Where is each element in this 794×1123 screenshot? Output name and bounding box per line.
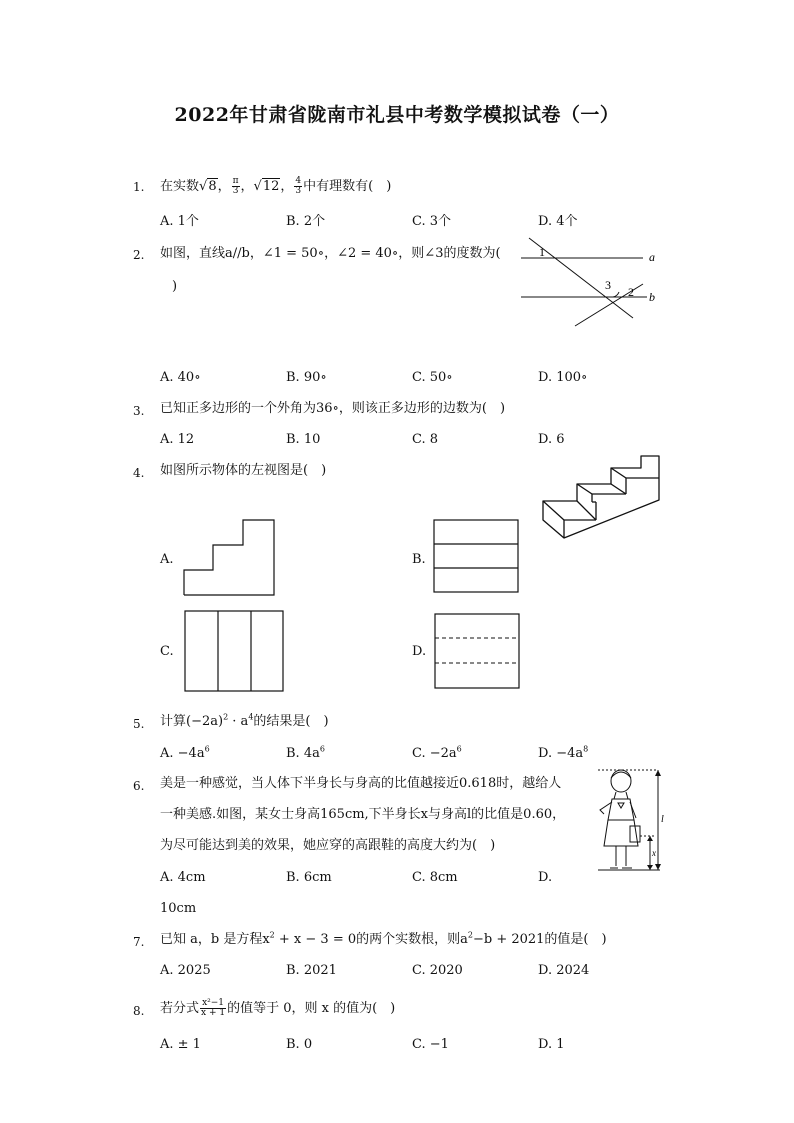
- q3-option-d[interactable]: D. 6: [538, 432, 565, 447]
- q4-option-d-label[interactable]: D.: [412, 644, 427, 659]
- q6-number: 6.: [133, 779, 145, 793]
- q1-radical-8: 8: [208, 179, 217, 194]
- q6-option-b[interactable]: B. 6cm: [286, 870, 332, 885]
- q4-option-c-figure[interactable]: [183, 609, 287, 695]
- angle-1-label: 1: [539, 245, 545, 259]
- q8-option-c[interactable]: C. −1: [412, 1037, 449, 1052]
- arrow-down-icon: [655, 864, 661, 870]
- q1-option-a[interactable]: A. 1个: [160, 214, 199, 229]
- q3-option-a[interactable]: A. 12: [160, 432, 195, 447]
- q2-option-c[interactable]: C. 50∘: [412, 370, 453, 385]
- q6-option-d[interactable]: D.: [538, 870, 553, 885]
- q2-option-a[interactable]: A. 40∘: [160, 370, 201, 385]
- q5-stem: 计算$(-2a)^2 \cdot a^4$的结果是( ): [160, 712, 329, 729]
- q1-option-d[interactable]: D. 4个: [538, 214, 578, 229]
- q3-option-b[interactable]: B. 10: [286, 432, 321, 447]
- q4-staircase-3d-figure: [540, 454, 670, 540]
- angle-3-label: 3: [605, 278, 611, 292]
- q7-number: 7.: [133, 935, 145, 949]
- q1-fraction-pi-3: $\frac{\pi}{3}$: [232, 176, 239, 196]
- q6-stem-line1: 美是一种感觉，当人体下半身长与身高的比值越接近0.618时，越给人: [160, 776, 562, 791]
- q7-stem: 已知 a，b 是方程$x^2 + x - 3 = 0$的两个实数根，则$a^2-b + 2021$的值是( ): [160, 930, 607, 947]
- q4-option-a-figure[interactable]: [181, 518, 277, 598]
- q4-option-a-label[interactable]: A.: [160, 552, 174, 567]
- q1-fraction-4-3: $\frac{4}{3}$: [295, 176, 302, 196]
- q7-option-b[interactable]: B. 2021: [286, 963, 337, 978]
- q3-number: 3.: [133, 404, 145, 418]
- q1-number: 1.: [133, 180, 145, 194]
- q4-option-b-figure[interactable]: [432, 518, 522, 596]
- q1-option-b[interactable]: B. 2个: [286, 214, 326, 229]
- lower-body-x-label: x: [652, 848, 656, 858]
- line-b-label: b: [649, 290, 655, 304]
- q8-number: 8.: [133, 1004, 145, 1018]
- q6-stem-line3: 为尽可能达到美的效果，她应穿的高跟鞋的高度大约为( ): [160, 838, 496, 853]
- height-l-label: l: [661, 814, 664, 825]
- q4-stem: 如图所示物体的左视图是( ): [160, 463, 327, 478]
- q8-option-d[interactable]: D. 1: [538, 1037, 565, 1052]
- page-title: 2022年甘肃省陇南市礼县中考数学模拟试卷（一）: [174, 104, 620, 126]
- q4-option-d-figure[interactable]: [433, 612, 523, 692]
- q2-option-d[interactable]: D. 100∘: [538, 370, 588, 385]
- arrow-up-icon: [647, 836, 653, 841]
- q4-option-b-label[interactable]: B.: [412, 552, 426, 567]
- q7-option-d[interactable]: D. 2024: [538, 963, 590, 978]
- q8-fraction: $\frac{\text{x²−1}}{x + 1}$: [201, 998, 226, 1018]
- angle-arc: [613, 292, 619, 297]
- q8-option-a[interactable]: A. ± 1: [160, 1037, 201, 1052]
- q1-radical-12: 12: [262, 179, 280, 194]
- q2-number: 2.: [133, 248, 145, 262]
- q2-stem-line2: ): [172, 279, 178, 294]
- q5-option-a[interactable]: A. $-4a^6$: [160, 744, 210, 761]
- q2-stem-line1: 如图，直线a//b，∠1 = 50∘，∠2 = 40∘，则∠3的度数为(: [160, 246, 501, 261]
- q4-option-c-label[interactable]: C.: [160, 644, 174, 659]
- q6-option-c[interactable]: C. 8cm: [412, 870, 458, 885]
- q6-stem-line2: 一种美感.如图，某女士身高165cm,下半身长x与身高l的比值是0.60，: [160, 807, 566, 822]
- line-a-label: a: [649, 250, 655, 264]
- q1-stem: 在实数√8， $\frac{\pi}{3}$ ，√12， $\frac{4}{3}$ 中有理数有( ): [160, 176, 392, 196]
- q5-number: 5.: [133, 717, 145, 731]
- q6-option-a[interactable]: A. 4cm: [160, 870, 206, 885]
- q8-stem: 若分式 $\frac{\text{x²−1}}{x + 1}$ 的值等于 0，则 x 的值为( ): [160, 998, 396, 1018]
- q7-option-a[interactable]: A. 2025: [160, 963, 211, 978]
- q1-option-c[interactable]: C. 3个: [412, 214, 452, 229]
- q5-option-b[interactable]: B. $4a^6$: [286, 744, 325, 761]
- q5-option-c[interactable]: C. $-2a^6$: [412, 744, 462, 761]
- q3-stem: 已知正多边形的一个外角为36∘，则该正多边形的边数为( ): [160, 401, 506, 416]
- arrow-up-icon: [655, 770, 661, 776]
- q7-option-c[interactable]: C. 2020: [412, 963, 463, 978]
- q4-number: 4.: [133, 466, 145, 480]
- q2-parallel-lines-figure: [515, 238, 665, 328]
- q6-option-d-value[interactable]: 10cm: [160, 901, 197, 916]
- q3-option-c[interactable]: C. 8: [412, 432, 439, 447]
- angle-2-label: 2: [628, 285, 634, 299]
- q5-option-d[interactable]: D. $-4a^8$: [538, 744, 589, 761]
- q8-option-b[interactable]: B. 0: [286, 1037, 313, 1052]
- arrow-down-icon: [647, 865, 653, 870]
- q6-woman-height-figure: [594, 766, 669, 874]
- q2-option-b[interactable]: B. 90∘: [286, 370, 327, 385]
